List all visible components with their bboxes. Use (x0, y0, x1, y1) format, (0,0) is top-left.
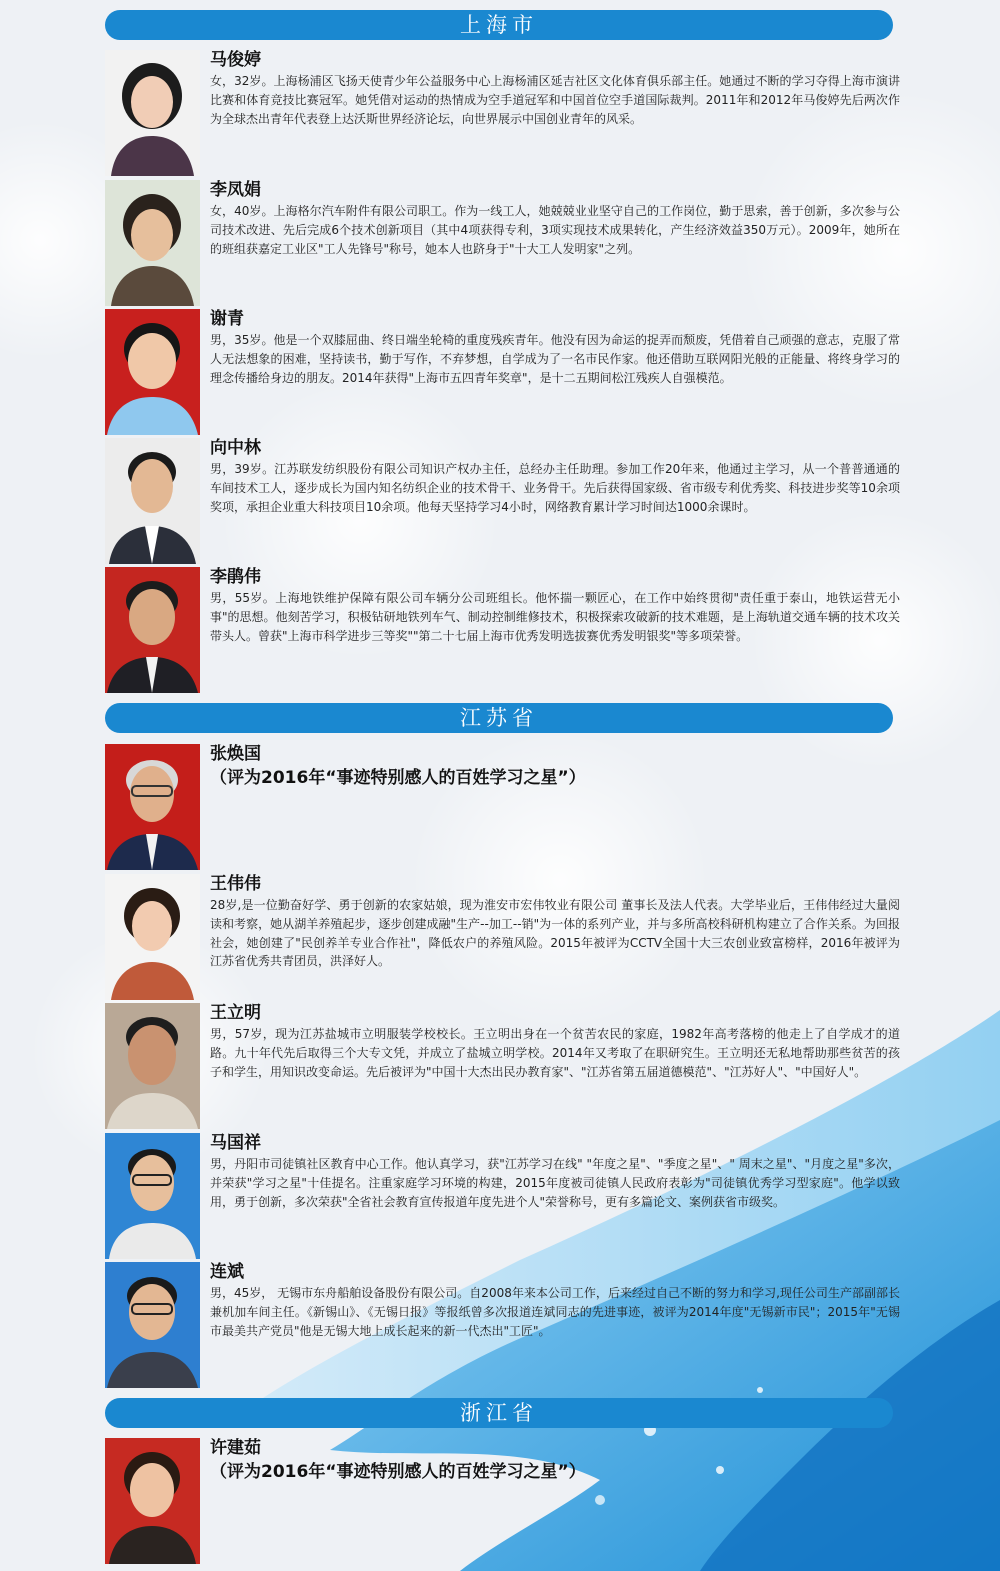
person-description: 男，丹阳市司徒镇社区教育中心工作。他认真学习，获"江苏学习在线" "年度之星"、"季度之星"、" 周末之星"、"月度之星"多次，并荣获"学习之星"十佳提名。注重家庭学习环境的构建，2015年度被司徒镇人民政府表彰为"司徒镇优秀学习型家庭"。他学以致用，勇于创新，多次荣获"全省社会教育宣传报道年度先进个人"荣誉称号，更有多篇论文、案例获省市级奖。 (210, 1157, 900, 1209)
person-name: 李凤娟 (210, 180, 261, 200)
person-name: 王伟伟 (210, 874, 261, 894)
section-header-jiangsu: 江苏省 (105, 703, 893, 733)
person-name: 连斌 (210, 1262, 244, 1282)
section-header-zhejiang: 浙江省 (105, 1398, 893, 1428)
person-name: 许建茹 (210, 1438, 261, 1458)
person-description: 男，55岁。上海地铁维护保障有限公司车辆分公司班组长。他怀揣一颗匠心，在工作中始终贯彻"责任重于泰山，地铁运营无小事"的思想。他刻苦学习，积极钻研地铁列车气、制动控制维修技术，积极探索攻破新的技术难题，是上海轨道交通车辆的技术攻关带头人。曾获"上海市科学进步三等奖""第二十七届上海市优秀发明选拔赛优秀发明银奖"等多项荣誉。 (210, 591, 900, 643)
award-note: （评为2016年“事迹特别感人的百姓学习之星”） (210, 768, 586, 788)
person-name: 马国祥 (210, 1133, 261, 1153)
person-description: 男，35岁。他是一个双膝屈曲、终日端坐轮椅的重度残疾青年。他没有因为命运的捉弄而颓废，凭借着自己顽强的意志，克服了常人无法想象的困难，坚持读书，勤于写作，不弃梦想，自学成为了一名市民作家。他还借助互联网阳光般的正能量、将终身学习的理念传播给身边的朋友。2014年获得"上海市五四青年奖章"，是十二五期间松江残疾人自强模范。 (210, 333, 900, 385)
person-name: 李鹃伟 (210, 567, 261, 587)
person-name: 张焕国 (210, 744, 261, 764)
person-description: 28岁,是一位勤奋好学、勇于创新的农家姑娘，现为淮安市宏伟牧业有限公司 董事长及法人代表。大学毕业后，王伟伟经过大量阅读和考察，她从湖羊养殖起步，逐步创建成融"生产--加工--销"为一体的系列产业，并与多所高校科研机构建立了合作关系。为回报社会，她创建了"民创养羊专业合作社"，降低农户的养殖风险。2015年被评为CCTV全国十大三农创业致富榜样，2016年被评为江苏省优秀共青团员，洪泽好人。 (210, 898, 900, 969)
person-description: 女，32岁。上海杨浦区飞扬天使青少年公益服务中心上海杨浦区延吉社区文化体育俱乐部主任。她通过不断的学习夺得上海市演讲比赛和体育竞技比赛冠军。她凭借对运动的热情成为空手道冠军和中国首位空手道国际裁判。2011年和2012年马俊婷先后两次作为全球杰出青年代表登上达沃斯世界经济论坛，向世界展示中国创业青年的风采。 (210, 74, 900, 126)
portrait-photo (105, 744, 200, 870)
section-header-shanghai: 上海市 (105, 10, 893, 40)
portrait-photo (105, 180, 200, 306)
person-description: 女，40岁。上海格尔汽车附件有限公司职工。作为一线工人，她兢兢业业坚守自己的工作岗位，勤于思索，善于创新，多次参与公司技术改进、先后完成6个技术创新项目（其中4项获得专利，3项实现技术成果转化，产生经济效益350万元）。2009年，她所在的班组获嘉定工业区"工人先锋号"称号，她本人也跻身于"十大工人发明家"之列。 (210, 204, 900, 256)
portrait-photo (105, 438, 200, 564)
portrait-photo (105, 567, 200, 693)
person-description: 男，45岁， 无锡市东舟船舶设备股份有限公司。自2008年来本公司工作，后来经过自己不断的努力和学习,现任公司生产部副部长兼机加车间主任。《新锡山》、《无锡日报》等报纸曾多次报道连斌同志的先进事迹，被评为2014年度"无锡新市民"；2015年"无锡市最美共产党员"他是无锡大地上成长起来的新一代杰出"工匠"。 (210, 1286, 900, 1338)
person-description: 男，57岁，现为江苏盐城市立明服装学校校长。王立明出身在一个贫苦农民的家庭，1982年高考落榜的他走上了自学成才的道路。九十年代先后取得三个大专文凭，并成立了盐城立明学校。2014年又考取了在职研究生。王立明还无私地帮助那些贫苦的孩子和学生，用知识改变命运。先后被评为"中国十大杰出民办教育家"、"江苏省第五届道德模范"、"江苏好人"、"中国好人"。 (210, 1027, 900, 1079)
portrait-photo (105, 1262, 200, 1388)
person-name: 王立明 (210, 1003, 261, 1023)
portrait-photo (105, 874, 200, 1000)
portrait-photo (105, 1003, 200, 1129)
portrait-photo (105, 1133, 200, 1259)
person-name: 向中林 (210, 438, 261, 458)
person-name: 马俊婷 (210, 50, 261, 70)
portrait-photo (105, 1438, 200, 1564)
person-description: 男，39岁。江苏联发纺织股份有限公司知识产权办主任，总经办主任助理。参加工作20年来，他通过主学习，从一个普普通通的车间技术工人，逐步成长为国内知名纺织企业的技术骨干、业务骨干。先后获得国家级、省市级专利优秀奖、科技进步奖等10余项奖项，承担企业重大科技项目10余项。他每天坚持学习4小时，网络教育累计学习时间达1000余课时。 (210, 462, 900, 514)
portrait-photo (105, 50, 200, 176)
award-note: （评为2016年“事迹特别感人的百姓学习之星”） (210, 1462, 586, 1482)
person-name: 谢青 (210, 309, 244, 329)
portrait-photo (105, 309, 200, 435)
